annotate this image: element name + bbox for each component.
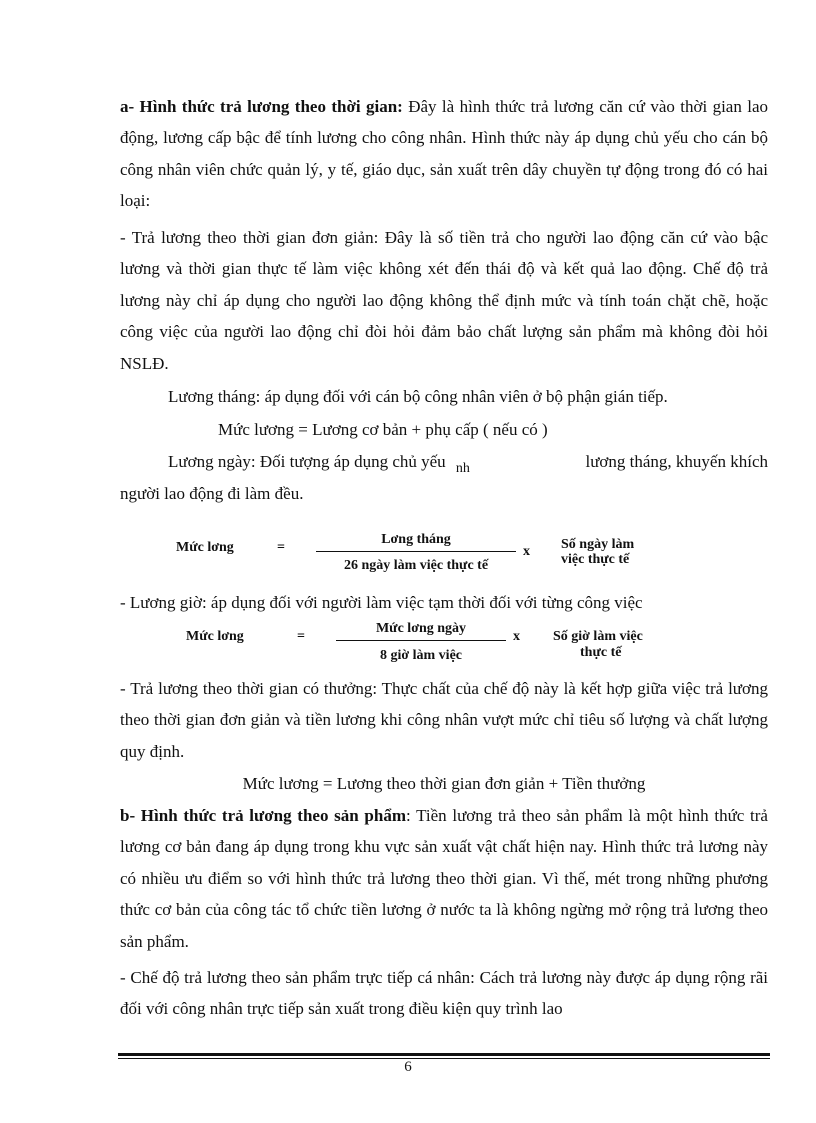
- section-a-body: Đây là hình thức trả lương căn cứ vào thời gian lao động, lương cấp bậc để tính lương cho công nhân. Hình thức này áp dụng chủ yếu cho cán bộ công nhân viên chức quản lý, y tế, giáo dục, sản xuất trên dây chuyền tự động trong đó có hai loại:: [120, 97, 768, 211]
- section-a-heading: a- Hình thức trả lương theo thời gian:: [120, 97, 403, 116]
- hourly-wage-text: - Lương giờ: áp dụng đối với người làm việc tạm thời đối với từng công việc: [120, 593, 643, 612]
- daily-formula-lhs: Mức lơng: [176, 540, 234, 555]
- daily-wage-nh: nh: [455, 461, 470, 476]
- daily-formula-denominator: 26 ngày làm việc thực tế: [343, 558, 489, 573]
- daily-wage-text-a: Lương ngày: Đối tượng áp dụng chủ yếu: [168, 452, 446, 471]
- daily-wage-line: [168, 451, 768, 475]
- hourly-formula-numerator: Mức lơng ngày: [375, 621, 467, 636]
- hourly-formula-rhs-1: Số giờ làm việc: [553, 629, 643, 644]
- hourly-formula-rhs-2: thực tế: [580, 645, 622, 660]
- section-a-paragraph: [120, 91, 768, 217]
- daily-formula-eq: =: [277, 540, 285, 555]
- hourly-formula-times: x: [513, 629, 520, 644]
- daily-wage-text-c: người lao động đi làm đều.: [120, 484, 304, 503]
- daily-formula-rhs-1: Số ngày làm: [561, 537, 635, 552]
- direct-product-paragraph: - Chế độ trả lương theo sản phẩm trực tiếp cá nhân: Cách trả lương này được áp dụng rộng rãi đối với công nhân trực tiếp sản xuất trong điều kiện quy trình lao: [120, 968, 768, 1019]
- bonus-time-paragraph: - Trả lương theo thời gian có thưởng: Thực chất của chế độ này là kết hợp giữa việc trả lương theo thời gian đơn giản và tiền lương khi công nhân vượt mức chỉ tiêu số lượng và chất lượng quy định.: [120, 679, 768, 761]
- page-number: 6: [404, 1059, 412, 1075]
- section-b-paragraph: [120, 800, 768, 957]
- daily-formula-fraction-bar: [316, 551, 516, 552]
- hourly-formula-eq: =: [297, 629, 305, 644]
- daily-formula-numerator: Lơng tháng: [381, 532, 451, 547]
- footer-rule-thick: [118, 1053, 770, 1056]
- hourly-formula-lhs: Mức lơng: [186, 629, 244, 644]
- daily-formula-rhs-2: việc thực tế: [561, 552, 630, 567]
- bonus-formula: Mức lương = Lương theo thời gian đơn giản + Tiền thưởng: [242, 774, 646, 793]
- section-b-heading: b- Hình thức trả lương theo sản phẩm: [120, 806, 406, 825]
- monthly-wage-text: Lương tháng: áp dụng đối với cán bộ công nhân viên ở bộ phận gián tiếp.: [168, 387, 668, 406]
- simple-time-paragraph: - Trả lương theo thời gian đơn giản: Đây là số tiền trả cho người lao động căn cứ vào bậc lương và thời gian thực tế làm việc không xét đến thái độ và kết quả lao động. Chế độ trả lương này chỉ áp dụng cho người lao động không thể định mức và tính toán chặt chẽ, hoặc công việc của người lao động chỉ đòi hỏi đảm bảo chất lượng sản phẩm mà không đòi hỏi NSLĐ.: [120, 228, 768, 373]
- daily-wage-text-b: lương tháng, khuyến khích: [585, 452, 768, 471]
- daily-formula-times: x: [523, 544, 530, 559]
- section-b-body: : Tiền lương trả theo sản phẩm là một hình thức trả lương cơ bản đang áp dụng trong khu vực sản xuất vật chất hiện nay. Hình thức trả lương này có nhiều ưu điểm so với hình thức trả lương theo thời gian. Vì thế, mét trong những phương thức cơ bản của công tác tổ chức tiền lương ở nước ta là không ngừng mở rộng trả lương theo sản phẩm.: [120, 806, 768, 951]
- monthly-formula: Mức lương = Lương cơ bản + phụ cấp ( nếu có ): [218, 420, 548, 439]
- hourly-formula-fraction-bar: [336, 640, 506, 641]
- hourly-formula-denominator: 8 giờ làm việc: [379, 648, 462, 663]
